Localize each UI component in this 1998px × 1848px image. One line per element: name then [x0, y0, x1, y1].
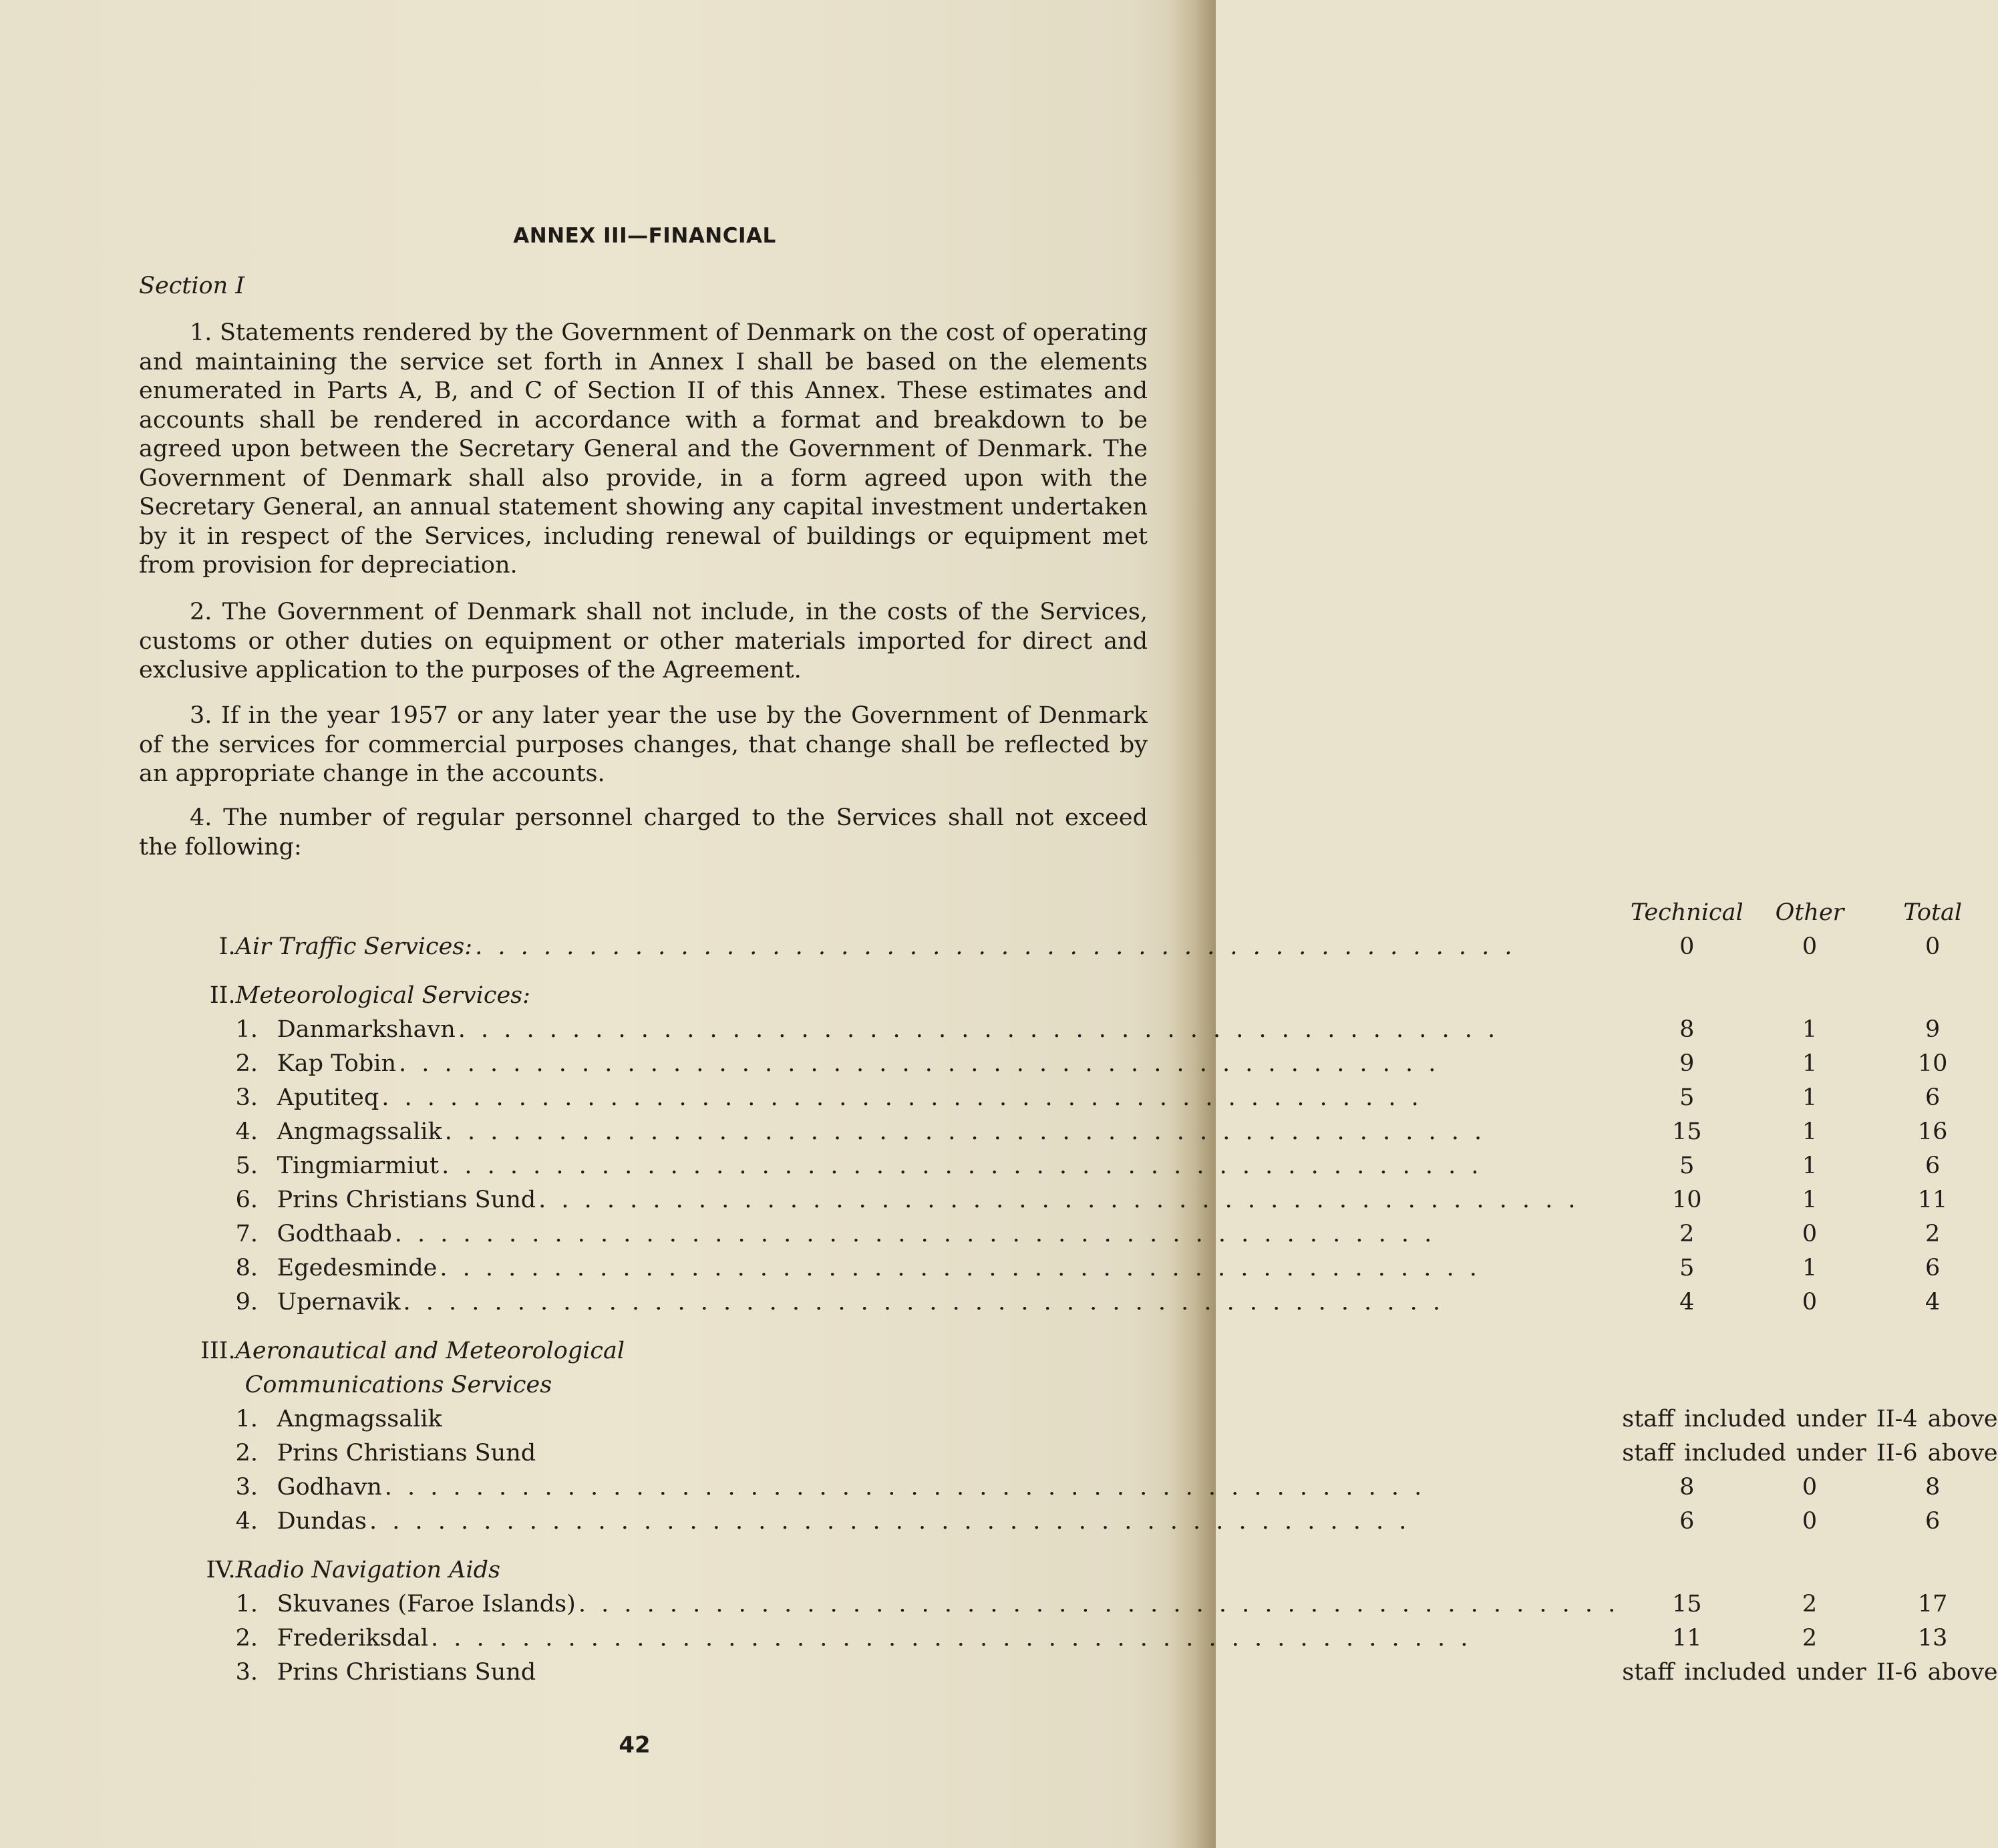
station-name-text: Frederiksdal	[277, 1624, 429, 1652]
station-name	[236, 1080, 1623, 1114]
other-count: 2	[1802, 1624, 1818, 1652]
item-index: 6.	[235, 1186, 259, 1213]
station-name-text: Aputiteq	[277, 1084, 379, 1111]
station-name	[236, 1655, 1623, 1689]
section-title: Section I	[139, 273, 245, 299]
spacer-row	[200, 963, 1998, 978]
table-row	[200, 1402, 1998, 1436]
table-row	[200, 1504, 1998, 1538]
station-name	[236, 1621, 1623, 1655]
other-count: 1	[1802, 1186, 1818, 1213]
station-name-text: Skuvanes (Faroe Islands)	[277, 1590, 576, 1618]
dot-leader	[445, 1118, 1620, 1145]
technical-count: 0	[1679, 933, 1695, 960]
item-index: 5.	[235, 1152, 259, 1179]
item-index: 9.	[235, 1288, 259, 1316]
total-count: 11	[1917, 1186, 1948, 1213]
paragraph-1: 1. Statements rendered by the Government of Denmark on the cost of operating and maintaining the service set forth in Annex I shall be based on the elements enumerated in Parts A, B, and C of Section II of this Annex. These estimates and accounts shall be rendered in accordance with a format and breakdown to be agreed upon between the Secretary General and the Government of Denmark. The Government of Denmark shall also provide, in a form agreed upon with the Secretary General, an annual statement showing any capital investment undertaken by it in respect of the Services, including renewal of buildings or equipment met from provision for depreciation.	[139, 319, 1148, 579]
station-name-text: Godhavn	[277, 1473, 382, 1501]
station-name	[236, 1285, 1623, 1319]
station-name	[236, 1148, 1623, 1183]
table-row	[200, 1436, 1998, 1470]
total-count: 0	[1925, 933, 1941, 960]
station-name	[236, 1436, 1623, 1470]
station-name-text: Angmagssalik	[277, 1405, 442, 1432]
table-row	[200, 1183, 1998, 1217]
station-name	[236, 1046, 1623, 1080]
table-row	[200, 1114, 1998, 1148]
category-row	[200, 1334, 1998, 1368]
category-numeral: II.	[209, 981, 236, 1009]
category-title-line2: Communications Services	[244, 1371, 552, 1398]
personnel-table	[200, 895, 1998, 1689]
item-index: 3.	[235, 1084, 259, 1111]
table-row	[200, 1655, 1998, 1689]
dot-leader	[475, 933, 1619, 960]
item-index: 1.	[235, 1405, 259, 1432]
item-index: 2.	[235, 1624, 259, 1652]
item-index: 4.	[235, 1118, 259, 1145]
table-row	[200, 1621, 1998, 1655]
category-numeral: I.	[218, 933, 236, 960]
station-name-text: Tingmiarmiut	[277, 1152, 440, 1179]
dot-leader	[538, 1187, 1619, 1213]
spacer-row	[200, 1538, 1998, 1553]
other-count: 1	[1802, 1254, 1818, 1281]
other-count: 2	[1802, 1590, 1818, 1618]
category-title	[236, 929, 1623, 963]
category-numeral: III.	[200, 1337, 236, 1364]
dot-leader	[369, 1508, 1619, 1535]
total-count: 6	[1925, 1254, 1941, 1281]
staff-note: staff included under II-6 above	[1622, 1658, 1998, 1686]
other-count: 0	[1802, 1473, 1818, 1501]
technical-count: 4	[1679, 1288, 1695, 1316]
total-count: 4	[1925, 1288, 1941, 1316]
station-name-text: Danmarkshavn	[277, 1016, 456, 1043]
category-row	[200, 929, 1998, 963]
total-count: 8	[1925, 1473, 1941, 1501]
total-count: 6	[1925, 1084, 1941, 1111]
dot-leader	[431, 1625, 1619, 1652]
category-title: Meteorological Services:	[235, 981, 530, 1009]
technical-count: 2	[1679, 1220, 1695, 1247]
annex-title: ANNEX III—FINANCIAL	[513, 224, 776, 248]
total-count: 16	[1917, 1118, 1948, 1145]
staff-note: staff included under II-6 above	[1622, 1439, 1998, 1467]
technical-count: 10	[1672, 1186, 1702, 1213]
table-row	[200, 1251, 1998, 1285]
total-count: 6	[1925, 1152, 1941, 1179]
station-name-text: Egedesminde	[277, 1254, 438, 1281]
other-count: 0	[1802, 933, 1818, 960]
dot-leader	[385, 1474, 1619, 1501]
paragraph-4: 4. The number of regular personnel charged to the Services shall not exceed the following:	[139, 804, 1148, 861]
table-row	[200, 1012, 1998, 1046]
item-index: 4.	[235, 1507, 259, 1535]
other-count: 0	[1802, 1288, 1818, 1316]
station-name-text: Prins Christians Sund	[277, 1439, 536, 1467]
station-name-text: Kap Tobin	[277, 1050, 396, 1077]
station-name-text: Prins Christians Sund	[277, 1658, 536, 1686]
dot-leader	[395, 1221, 1619, 1247]
technical-count: 11	[1672, 1624, 1702, 1652]
total-count: 6	[1925, 1507, 1941, 1535]
other-count: 1	[1802, 1050, 1818, 1077]
staff-note: staff included under II-4 above	[1622, 1405, 1998, 1432]
station-name-text: Dundas	[277, 1507, 367, 1535]
station-name-text: Prins Christians Sund	[277, 1186, 536, 1213]
technical-count: 8	[1679, 1016, 1695, 1043]
technical-count: 15	[1672, 1590, 1702, 1618]
other-count: 1	[1802, 1152, 1818, 1179]
dot-leader	[403, 1289, 1620, 1316]
dot-leader	[381, 1084, 1619, 1111]
other-count: 1	[1802, 1016, 1818, 1043]
table-row	[200, 1080, 1998, 1114]
paragraph-2: 2. The Government of Denmark shall not include, in the costs of the Services, customs or other duties on equipment or other materials imported for direct and exclusive application to the purposes of the Agreement.	[139, 599, 1148, 683]
spacer-row	[200, 1319, 1998, 1334]
item-index: 8.	[235, 1254, 259, 1281]
column-header-total: Total	[1903, 899, 1963, 926]
item-index: 3.	[235, 1473, 259, 1501]
total-count: 9	[1925, 1016, 1941, 1043]
category-row-continued	[200, 1368, 1998, 1402]
other-count: 1	[1802, 1084, 1818, 1111]
category-numeral: IV.	[206, 1556, 236, 1583]
technical-count: 6	[1679, 1507, 1695, 1535]
table-row	[200, 1148, 1998, 1183]
station-name	[236, 1183, 1623, 1217]
item-index: 7.	[235, 1220, 259, 1247]
station-name	[236, 1114, 1623, 1148]
technical-count: 8	[1679, 1473, 1695, 1501]
category-title: Radio Navigation Aids	[235, 1556, 500, 1583]
column-header-other: Other	[1775, 899, 1844, 926]
table-row	[200, 1285, 1998, 1319]
station-name	[236, 1251, 1623, 1285]
other-count: 1	[1802, 1118, 1818, 1145]
station-name	[236, 1504, 1623, 1538]
item-index: 1.	[235, 1016, 259, 1043]
station-name	[236, 1587, 1623, 1621]
station-name	[236, 1470, 1623, 1504]
other-count: 0	[1802, 1220, 1818, 1247]
technical-count: 5	[1679, 1152, 1695, 1179]
dot-leader	[442, 1152, 1619, 1179]
other-count: 0	[1802, 1507, 1818, 1535]
technical-count: 5	[1679, 1084, 1695, 1111]
table-row	[200, 1217, 1998, 1251]
total-count: 2	[1925, 1220, 1941, 1247]
item-index: 1.	[235, 1590, 259, 1618]
category-title-text: Air Traffic Services:	[235, 933, 473, 960]
item-index: 2.	[235, 1439, 259, 1467]
station-name-text: Upernavik	[277, 1288, 401, 1316]
technical-count: 15	[1672, 1118, 1702, 1145]
page-number: 42	[619, 1732, 651, 1758]
category-row	[200, 1553, 1998, 1587]
total-count: 17	[1917, 1590, 1948, 1618]
station-name	[236, 1012, 1623, 1046]
station-name	[236, 1402, 1623, 1436]
dot-leader	[399, 1050, 1619, 1077]
category-title: Aeronautical and Meteorological	[235, 1337, 625, 1364]
total-count: 13	[1917, 1624, 1948, 1652]
technical-count: 9	[1679, 1050, 1695, 1077]
station-name-text: Godthaab	[277, 1220, 392, 1247]
item-index: 2.	[235, 1050, 259, 1077]
paragraph-3: 3. If in the year 1957 or any later year the use by the Government of Denmark of the services for commercial purposes changes, that change shall be reflected by an appropriate change in the accounts.	[139, 702, 1148, 787]
dot-leader	[440, 1255, 1619, 1281]
category-row	[200, 978, 1998, 1012]
total-count: 10	[1917, 1050, 1948, 1077]
column-header-technical: Technical	[1630, 899, 1743, 926]
technical-count: 5	[1679, 1254, 1695, 1281]
table-header-row	[200, 895, 1998, 929]
station-name-text: Angmagssalik	[277, 1118, 442, 1145]
item-index: 3.	[235, 1658, 259, 1686]
dot-leader	[458, 1016, 1619, 1043]
table-row	[200, 1587, 1998, 1621]
show-through-bleed	[0, 73, 1216, 234]
table-row	[200, 1470, 1998, 1504]
station-name	[236, 1217, 1623, 1251]
table-row	[200, 1046, 1998, 1080]
dot-leader	[578, 1591, 1619, 1618]
